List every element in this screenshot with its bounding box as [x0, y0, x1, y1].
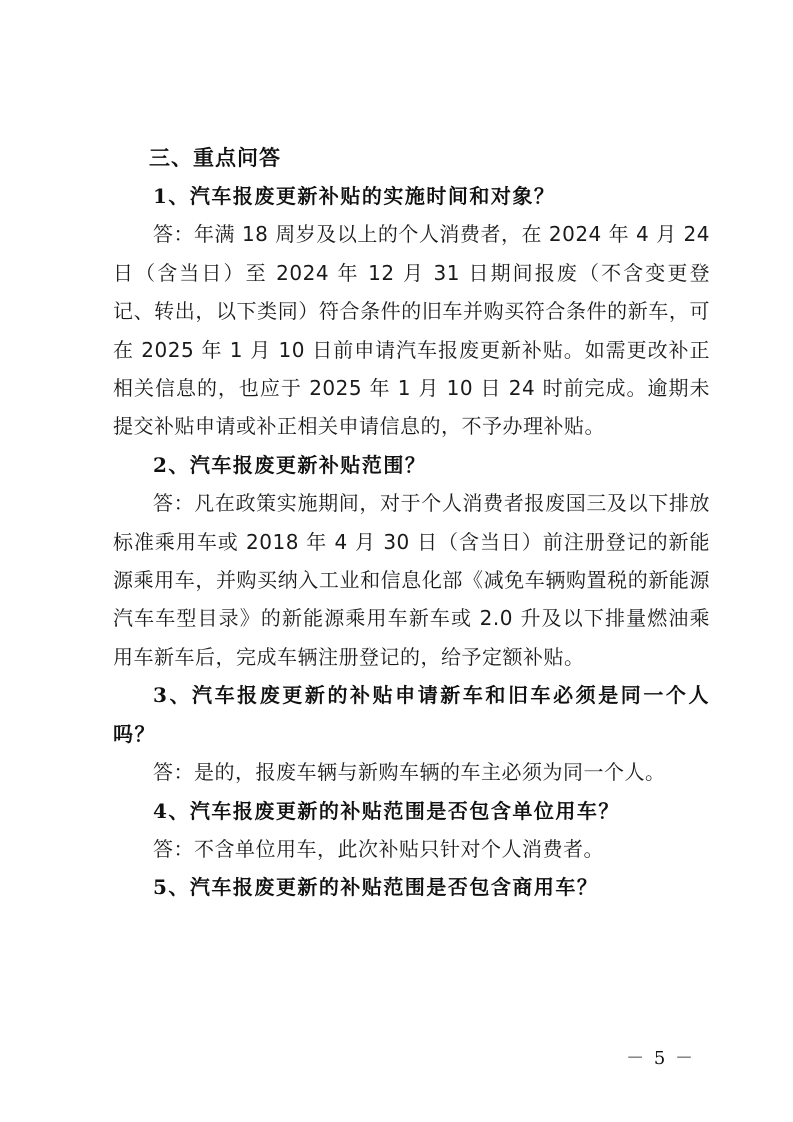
answer-3: 答：是的，报废车辆与新购车辆的车主必须为同一个人。 [153, 760, 666, 785]
answer-1: 答：年满 18 周岁及以上的个人消费者，在 2024 年 4 月 24 日（含当日）至 2024 年 12 月 31 日期间报废（不含变更登记、转出，以下类同）符合条件的旧车并购买符合条件的新车，可在 2025 年 1 月 10 日前申请汽车报废更新补贴。如需更改补正相关信息的，也应于 2025 年 1 月 10 日 24 时前完成。逾期未提交补贴申请或补正相关申请信息的，不予办理补贴。 [113, 222, 710, 439]
question-3: 3、汽车报废更新的补贴申请新车和旧车必须是同一个人吗？ [113, 683, 710, 746]
section-title: 三、重点问答 [149, 146, 281, 170]
question-5: 5、汽车报废更新的补贴范围是否包含商用车？ [153, 875, 599, 900]
question-1: 1、汽车报废更新补贴的实施时间和对象？ [153, 184, 556, 208]
question-4: 4、汽车报废更新的补贴范围是否包含单位用车？ [153, 798, 620, 823]
page-content [113, 139, 710, 907]
page-number: － 5 － [626, 1048, 695, 1069]
answer-4: 答：不含单位用车，此次补贴只针对个人消费者。 [153, 836, 604, 861]
question-2: 2、汽车报废更新补贴范围？ [153, 452, 427, 477]
answer-2: 答：凡在政策实施期间，对于个人消费者报废国三及以下排放标准乘用车或 2018 年 4 月 30 日（含当日）前注册登记的新能源乘用车，并购买纳入工业和信息化部《减免车辆购置税的新能源汽车车型目录》的新能源乘用车新车或 2.0 升及以下排量燃油乘用车新车后，完成车辆注册登记的，给予定额补贴。 [113, 491, 710, 669]
